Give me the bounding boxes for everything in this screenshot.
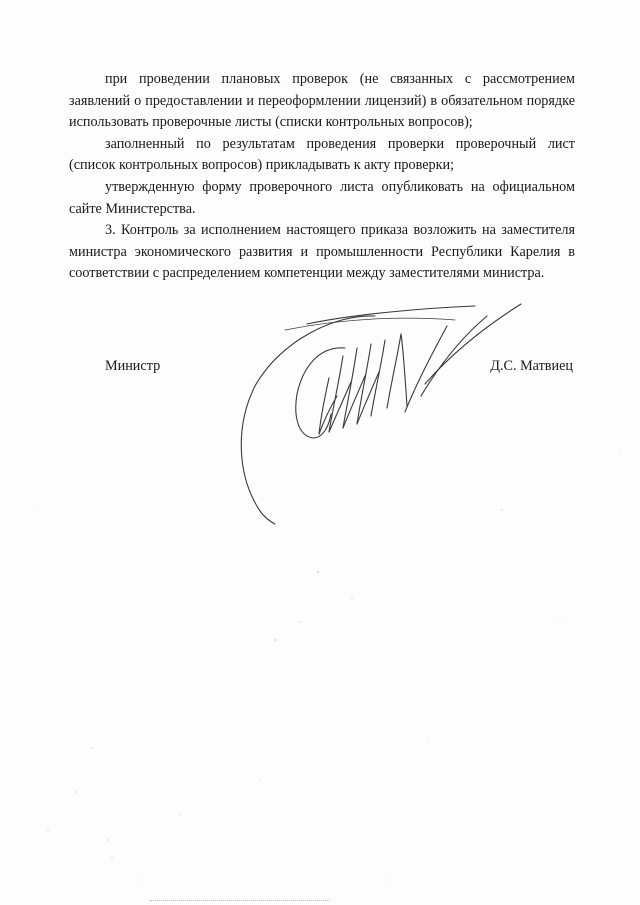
paragraph-checklists-use: при проведении плановых проверок (не связанных с рассмотрением заявлений о предоставлении и переоформлении лицензий) в обязательном порядке использовать проверочные листы (списки контрольных вопросов); xyxy=(69,71,575,131)
document-body xyxy=(69,69,575,285)
handwritten-signature xyxy=(225,286,535,526)
signatory-position: Министр xyxy=(105,358,161,374)
signatory-name: Д.С. Матвиец xyxy=(490,358,573,374)
scan-edge-artifact xyxy=(150,900,330,902)
paragraph-control-assignment: 3. Контроль за исполнением настоящего приказа возложить на заместителя министра экономического развития и промышленности Республики Карелия в соответствии с распределением компетенции между заместителями министра. xyxy=(69,222,575,282)
paragraph-checklist-attach: заполненный по результатам проведения проверки проверочный лист (список контрольных вопросов) прикладывать к акту проверки; xyxy=(69,135,575,174)
paragraph-checklist-publish: утвержденную форму проверочного листа опубликовать на официальном сайте Министерства. xyxy=(69,178,575,217)
